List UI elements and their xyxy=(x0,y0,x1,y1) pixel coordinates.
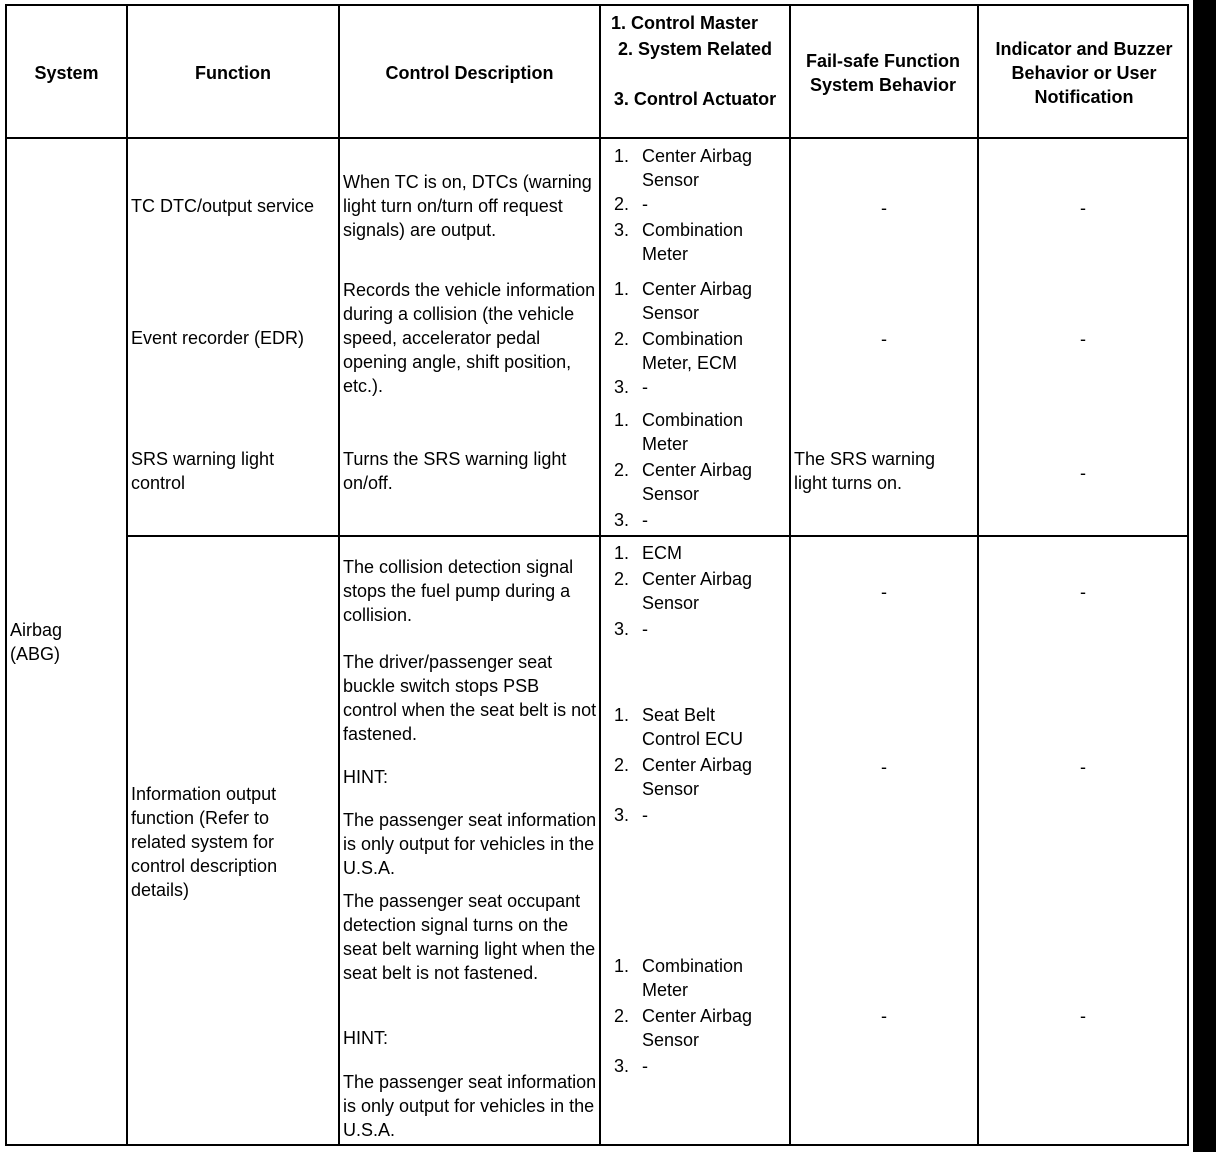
hint-label-seatbelt: HINT: xyxy=(343,1028,388,1048)
control-list-tc-dtc xyxy=(614,144,784,266)
failsafe-psb: - xyxy=(881,757,887,777)
col-divider xyxy=(977,4,979,1146)
function-info-output: Information output function (Refer to related system for control description details) xyxy=(131,784,278,900)
indicator-seatbelt: - xyxy=(1080,1006,1086,1026)
system-name: Airbag (ABG) xyxy=(10,620,63,664)
control-list-seatbelt xyxy=(614,954,784,1078)
col-divider xyxy=(599,4,601,1146)
header-indicator: Indicator and Buzzer Behavior or User Notification xyxy=(995,39,1173,107)
desc-seatbelt-warning: The passenger seat occupant detection signal turns on the seat belt warning light when the seat belt is not fastened. xyxy=(343,891,596,983)
desc-edr: Records the vehicle information during a collision (the vehicle speed, accelerator pedal opening angle, shift position, etc.). xyxy=(343,280,596,396)
header-control-master: 1. Control Master xyxy=(611,13,759,33)
failsafe-srs-warning: The SRS warning light turns on. xyxy=(794,449,936,493)
header-divider xyxy=(5,137,1189,139)
hint-psb: The passenger seat information is only output for vehicles in the U.S.A. xyxy=(343,810,597,878)
list-item: 2. Center Airbag Sensor xyxy=(614,1006,753,1050)
table-border-top xyxy=(5,4,1189,6)
desc-psb: The driver/passenger seat buckle switch stops PSB control when the seat belt is not fastened. xyxy=(343,652,597,744)
failsafe-fuel-pump: - xyxy=(881,582,887,602)
function-srs-warning: SRS warning light control xyxy=(131,449,275,493)
list-item: 2. - xyxy=(614,194,648,214)
header-control-description: Control Description xyxy=(385,63,554,83)
indicator-fuel-pump: - xyxy=(1080,582,1086,602)
header-function: Function xyxy=(195,63,271,83)
function-tc-dtc: TC DTC/output service xyxy=(131,196,315,216)
list-item: 3. - xyxy=(614,1056,648,1076)
desc-tc-dtc: When TC is on, DTCs (warning light turn on/turn off request signals) are output. xyxy=(343,172,592,240)
page-edge-bar xyxy=(1193,0,1216,1152)
list-item: 1. Combination Meter xyxy=(614,956,744,1000)
desc-srs-warning: Turns the SRS warning light on/off. xyxy=(343,449,567,493)
list-item: 2. Center Airbag Sensor xyxy=(614,755,753,799)
indicator-tc-dtc: - xyxy=(1080,198,1086,218)
list-item: 3. - xyxy=(614,619,648,639)
list-item: 1. Combination Meter xyxy=(614,410,744,454)
list-item: 2. Combination Meter, ECM xyxy=(614,329,744,373)
failsafe-tc-dtc: - xyxy=(881,198,887,218)
hint-seatbelt: The passenger seat information is only output for vehicles in the U.S.A. xyxy=(343,1072,597,1140)
col-divider xyxy=(126,4,128,1146)
col-divider xyxy=(789,4,791,1146)
table-border-left xyxy=(5,4,7,1146)
control-list-psb xyxy=(614,703,784,827)
indicator-edr: - xyxy=(1080,329,1086,349)
list-item: 1. Seat Belt Control ECU xyxy=(614,705,744,749)
list-item: 3. - xyxy=(614,510,648,530)
list-item: 3. - xyxy=(614,377,648,397)
function-edr: Event recorder (EDR) xyxy=(131,328,305,348)
hint-label-psb: HINT: xyxy=(343,767,388,787)
list-item: 3. Combination Meter xyxy=(614,220,744,264)
header-system-related: 2. System Related xyxy=(617,39,773,59)
list-item: 2. Center Airbag Sensor xyxy=(614,569,753,613)
control-list-fuel-pump xyxy=(614,541,784,641)
table-border-right xyxy=(1187,4,1189,1146)
control-list-srs-warning xyxy=(614,408,784,532)
list-item: 1. Center Airbag Sensor xyxy=(614,146,753,190)
control-list-edr xyxy=(614,277,784,399)
list-item: 1. Center Airbag Sensor xyxy=(614,279,753,323)
indicator-srs-warning: - xyxy=(1080,463,1086,483)
header-system: System xyxy=(34,63,99,83)
list-item: 1. ECM xyxy=(614,543,682,563)
table-border-bottom xyxy=(5,1144,1189,1146)
function-table xyxy=(5,4,1189,1146)
indicator-psb: - xyxy=(1080,757,1086,777)
row-divider xyxy=(126,535,1189,537)
header-failsafe: Fail-safe Function System Behavior xyxy=(805,51,960,95)
list-item: 2. Center Airbag Sensor xyxy=(614,460,753,504)
failsafe-seatbelt: - xyxy=(881,1006,887,1026)
failsafe-edr: - xyxy=(881,329,887,349)
col-divider xyxy=(338,4,340,1146)
list-item: 3. - xyxy=(614,805,648,825)
header-control-actuator: 3. Control Actuator xyxy=(613,89,777,109)
desc-fuel-pump: The collision detection signal stops the fuel pump during a collision. xyxy=(343,557,574,625)
